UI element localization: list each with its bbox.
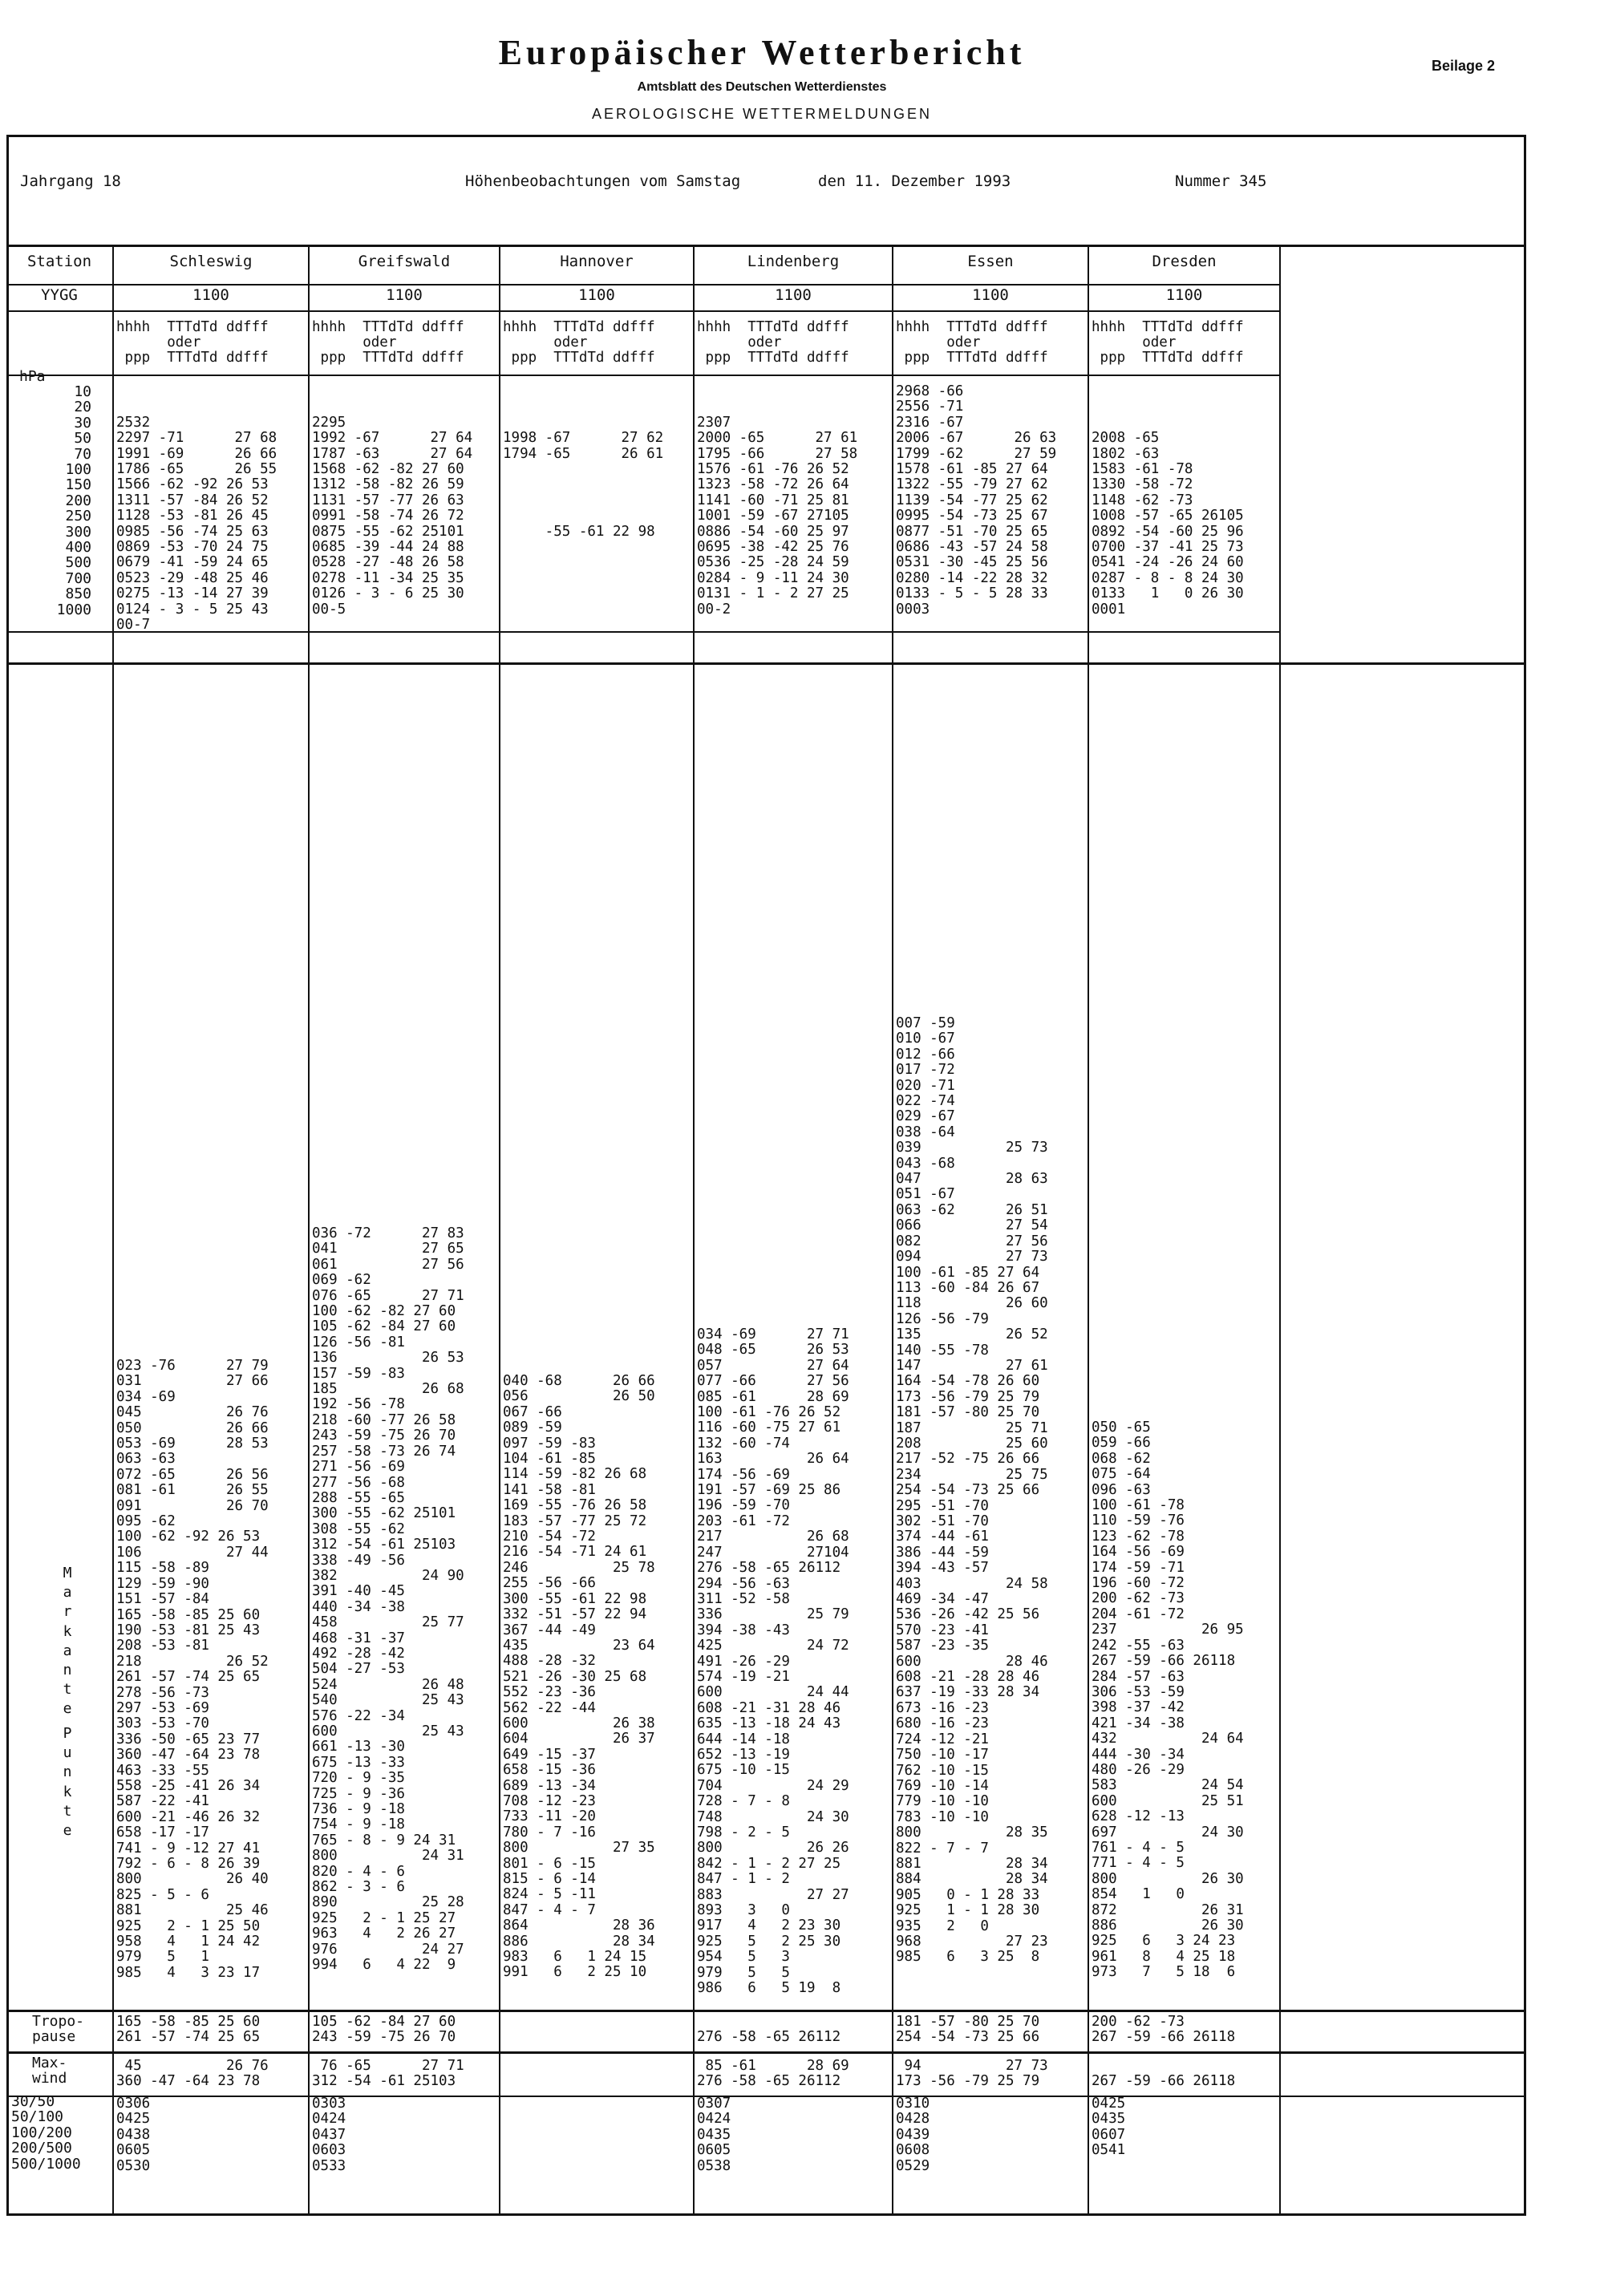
- wind-shear-data: 0306 0425 0438 0605 0530: [116, 2096, 151, 2174]
- standard-levels: 2008 -65 1802 -63 1583 -61 -78 1330 -58 -72 1148 -62 -73 1008 -57 -65 26105 0892 -54 -60 25 96 0700 -37 -41 25 73 0541 -24 -26 24 60 0287 - 8 - 8 24 30 0133 1 0 26 30 0001: [1092, 430, 1244, 618]
- column-header-2: oder: [116, 334, 201, 350]
- divider-6: [1279, 245, 1281, 2216]
- column-header-2: oder: [503, 334, 588, 350]
- jahrgang: Jahrgang 18: [20, 172, 121, 190]
- standard-levels: 1998 -67 27 62 1794 -65 26 61 -55 -61 22 98: [503, 430, 664, 540]
- column-header-1: hhhh TTTdTd ddfff: [503, 319, 655, 335]
- hpa-label: hPa: [19, 368, 46, 385]
- column-header-1: hhhh TTTdTd ddfff: [697, 319, 849, 335]
- column-header-1: hhhh TTTdTd ddfff: [896, 319, 1048, 335]
- standard-levels: 2295 1992 -67 27 64 1787 -63 27 64 1568 -62 -82 27 60 1312 -58 -82 26 59 1131 -57 -77 26 63 0991 -58 -74 26 72 0875 -55 -62 25101 0685 -39 -44 24 88 0528 -27 -48 26 58 0278 -11 -34 25 35 0126 - 3 - 6 25 30 00-5: [312, 414, 473, 618]
- wind-shear-data: 0425 0435 0607 0541: [1092, 2096, 1126, 2159]
- maxwind-data: 76 -65 27 71 312 -54 -61 25103: [312, 2058, 464, 2090]
- significant-levels: 040 -68 26 66 056 26 50 067 -66 089 -59 097 -59 -83 104 -61 -85 114 -59 -82 26 68 141 -58 -81 169 -55 -76 26 58 183 -57 -77 25 72 210 -54 -72 216 -54 -71 24 61 246 25 78 255 -56 -66 300 -55 -61 22 98 332 -51 -57 22 94 367 -44 -49 435 23 64 488 -28 -32 521 -26 -30 25 68 552 -23 -36 562 -22 -44 600 26 38 604 26 37 649 -15 -37 658 -15 -36 689 -13 -34 708 -12 -23 733 -11 -20 780 - 7 -16 800 27 35 801 - 6 -15 815 - 6 -14 824 - 5 -11 847 - 4 - 7 864 28 36 886 28 34 983 6 1 24 15 991 6 2 25 10: [503, 1373, 655, 1981]
- rule-sig-end: [6, 2010, 1526, 2012]
- wind-shear-data: 0307 0424 0435 0605 0538: [697, 2096, 731, 2174]
- divider-3: [693, 245, 695, 2216]
- divider-1: [308, 245, 310, 2216]
- tropopause-data: 165 -58 -85 25 60 261 -57 -74 25 65: [116, 2014, 261, 2046]
- observation-date: den 11. Dezember 1993: [818, 172, 1011, 190]
- beilage-label: Beilage 2: [1432, 58, 1496, 74]
- divider-5: [1088, 245, 1089, 2216]
- column-header-1: hhhh TTTdTd ddfff: [1092, 319, 1244, 335]
- column-header-2: oder: [312, 334, 397, 350]
- tropopause-data: 276 -58 -65 26112: [697, 2029, 841, 2046]
- column-header-3: ppp TTTdTd ddfff: [503, 350, 655, 366]
- station-name: Lindenberg: [747, 253, 840, 270]
- subtitle: Amtsblatt des Deutschen Wetterdienstes: [637, 80, 887, 94]
- column-header-1: hhhh TTTdTd ddfff: [312, 319, 464, 335]
- significant-levels: 007 -59 010 -67 012 -66 017 -72 020 -71 022 -74 029 -67 038 -64 039 25 73 043 -68 047 28 63 051 -67 063 -62 26 51 066 27 54 082 27 56 094 27 73 100 -61 -85 27 64 113 -60 -84 26 67 118 26 60 126 -56 -79 135 26 52 140 -55 -78 147 27 61 164 -54 -78 26 60 173 -56 -79 25 79 181 -57 -80 25 70 187 25 71 208 25 60 217 -52 -75 26 66 234 25 75 254 -54 -73 25 66 295 -51 -70 302 -51 -70 374 -44 -61 386 -44 -59 394 -43 -57 403 24 58 469 -34 -47 536 -26 -42 25 56 570 -23 -41 587 -23 -35 600 28 46 608 -21 -28 28 46 637 -19 -33 28 34 673 -16 -23 680 -16 -23 724 -12 -21 750 -10 -17 762 -10 -15 769 -10 -14 779 -10 -10 783 -10 -10 800 28 35 822 - 7 - 7 881 28 34 884 28 34 905 0 - 1 28 33 925 1 - 1 28 30 935 2 0 968 27 23 985 6 3 25 8: [896, 1015, 1048, 1966]
- section-title: AEROLOGISCHE WETTERMELDUNGEN: [591, 106, 933, 122]
- maxwind-data: 45 26 76 360 -47 -64 23 78: [116, 2058, 269, 2090]
- divider-4: [892, 245, 893, 2216]
- significant-levels: 036 -72 27 83 041 27 65 061 27 56 069 -62 076 -65 27 71 100 -62 -82 27 60 105 -62 -84 27 60 126 -56 -81 136 26 53 157 -59 -83 185 26 68 192 -56 -78 218 -60 -77 26 58 243 -59 -75 26 70 257 -58 -73 26 74 271 -56 -69 277 -56 -68 288 -55 -65 300 -55 -62 25101 308 -55 -62 312 -54 -61 25103 338 -49 -56 382 24 90 391 -40 -45 440 -34 -38 458 25 77 468 -31 -37 492 -28 -42 504 -27 -53 524 26 48 540 25 43 576 -22 -34 600 25 43 661 -13 -30 675 -13 -33 720 - 9 -35 725 - 9 -36 736 - 9 -18 754 - 9 -18 765 - 8 - 9 24 31 800 24 31 820 - 4 - 6 862 - 3 - 6 890 25 28 925 2 - 1 25 27 963 4 2 26 27 976 24 27 994 6 4 22 9: [312, 1225, 464, 1974]
- column-header-2: oder: [1092, 334, 1177, 350]
- column-header-3: ppp TTTdTd ddfff: [116, 350, 269, 366]
- rule-maxwind-end: [6, 2096, 1526, 2097]
- shear-label: 30/50 50/100 100/200 200/500 500/1000: [11, 2093, 81, 2172]
- station-name: Greifswald: [358, 253, 451, 270]
- rule-standard-end: [6, 662, 1526, 665]
- divider-label: [112, 245, 114, 2216]
- column-header-2: oder: [697, 334, 782, 350]
- station-yygg: 1100: [972, 286, 1009, 304]
- page-title: Europäischer Wetterbericht: [498, 33, 1026, 72]
- rule-header: [6, 245, 1526, 247]
- column-header-3: ppp TTTdTd ddfff: [697, 350, 849, 366]
- standard-levels: 2307 2000 -65 27 61 1795 -66 27 58 1576 -61 -76 26 52 1323 -58 -72 26 64 1141 -60 -71 25 81 1001 -59 -67 27105 0886 -54 -60 25 97 0695 -38 -42 25 76 0536 -25 -28 24 59 0284 - 9 -11 24 30 0131 - 1 - 2 27 25 00-2: [697, 414, 858, 618]
- column-header-2: oder: [896, 334, 981, 350]
- tropopause-data: 105 -62 -84 27 60 243 -59 -75 26 70: [312, 2014, 456, 2046]
- standard-levels: 2968 -66 2556 -71 2316 -67 2006 -67 26 63 1799 -62 27 59 1578 -61 -85 27 64 1322 -55 -79 27 62 1139 -54 -77 25 62 0995 -54 -73 25 67 0877 -51 -70 25 65 0686 -43 -57 24 58 0531 -30 -45 25 56 0280 -14 -22 28 32 0133 - 5 - 5 28 33 0003: [896, 383, 1057, 618]
- pressure-levels: 10 20 30 50 70 100 150 200 250 300 400 500 700 850 1000: [56, 383, 91, 618]
- wind-shear-data: 0310 0428 0439 0608 0529: [896, 2096, 930, 2174]
- tropopause-data: 200 -62 -73 267 -59 -66 26118: [1092, 2014, 1236, 2046]
- station-label: Station: [26, 253, 92, 270]
- station-yygg: 1100: [386, 286, 423, 304]
- yygg-label: YYGG: [41, 286, 78, 304]
- column-header-1: hhhh TTTdTd ddfff: [116, 319, 269, 335]
- column-header-3: ppp TTTdTd ddfff: [1092, 350, 1244, 366]
- observation-title: Höhenbeobachtungen vom Samstag: [465, 172, 741, 190]
- station-name: Dresden: [1152, 253, 1217, 270]
- station-yygg: 1100: [775, 286, 812, 304]
- station-yygg: 1100: [578, 286, 615, 304]
- markante-label: M a r k a n t e: [63, 1565, 72, 1718]
- standard-levels: 2532 2297 -71 27 68 1991 -69 26 66 1786 -65 26 55 1566 -62 -92 26 53 1311 -57 -84 26 52 1128 -53 -81 26 45 0985 -56 -74 25 63 0869 -53 -70 24 75 0679 -41 -59 24 65 0523 -29 -48 25 46 0275 -13 -14 27 39 0124 - 3 - 5 25 43 00-7: [116, 414, 277, 634]
- maxwind-data: 85 -61 28 69 276 -58 -65 26112: [697, 2058, 849, 2090]
- maxwind-data: 267 -59 -66 26118: [1092, 2073, 1236, 2090]
- punkte-label: P u n k t e: [63, 1725, 72, 1840]
- station-name: Schleswig: [169, 253, 253, 270]
- significant-levels: 034 -69 27 71 048 -65 26 53 057 27 64 077 -66 27 56 085 -61 28 69 100 -61 -76 26 52 116 -60 -75 27 61 132 -60 -74 163 26 64 174 -56 -69 191 -57 -69 25 86 196 -59 -70 203 -61 -72 217 26 68 247 27104 276 -58 -65 26112 294 -56 -63 311 -52 -58 336 25 79 394 -38 -43 425 24 72 491 -26 -29 574 -19 -21 600 24 44 608 -21 -31 28 46 635 -13 -18 24 43 644 -14 -18 652 -13 -19 675 -10 -15 704 24 29 728 - 7 - 8 748 24 30 798 - 2 - 5 800 26 26 842 - 1 - 2 27 25 847 - 1 - 2 883 27 27 893 3 0 917 4 2 23 30 925 5 2 25 30 954 5 3 979 5 5 986 6 5 19 8: [697, 1326, 849, 1997]
- rule-trop-end: [6, 2051, 1526, 2054]
- station-name: Hannover: [560, 253, 634, 270]
- column-header-3: ppp TTTdTd ddfff: [312, 350, 464, 366]
- tropopause-label: Tropo- pause: [32, 2013, 85, 2046]
- station-yygg: 1100: [1165, 286, 1203, 304]
- significant-levels: 050 -65 059 -66 068 -62 075 -64 096 -63 100 -61 -78 110 -59 -76 123 -62 -78 164 -56 -69 174 -59 -71 196 -60 -72 200 -62 -73 204 -61 -72 237 26 95 242 -55 -63 267 -59 -66 26118 284 -57 -63 306 -53 -59 398 -37 -42 421 -34 -38 432 24 64 444 -30 -34 480 -26 -29 583 24 54 600 25 51 628 -12 -13 697 24 30 761 - 4 - 5 771 - 4 - 5 800 26 30 854 1 0 872 26 31 886 26 30 925 6 3 24 23 961 8 4 25 18 973 7 5 18 6: [1092, 1419, 1244, 1981]
- station-yygg: 1100: [192, 286, 229, 304]
- tropopause-data: 181 -57 -80 25 70 254 -54 -73 25 66: [896, 2014, 1040, 2046]
- issue-number: Nummer 345: [1175, 172, 1267, 190]
- maxwind-label: Max- wind: [32, 2055, 67, 2087]
- station-name: Essen: [967, 253, 1014, 270]
- column-header-3: ppp TTTdTd ddfff: [896, 350, 1048, 366]
- maxwind-data: 94 27 73 173 -56 -79 25 79: [896, 2058, 1048, 2090]
- divider-2: [499, 245, 500, 2216]
- wind-shear-data: 0303 0424 0437 0603 0533: [312, 2096, 346, 2174]
- significant-levels: 023 -76 27 79 031 27 66 034 -69 045 26 76 050 26 66 053 -69 28 53 063 -63 072 -65 26 56 081 -61 26 55 091 26 70 095 -62 100 -62 -92 26 53 106 27 44 115 -58 -89 129 -59 -90 151 -57 -84 165 -58 -85 25 60 190 -53 -81 25 43 208 -53 -81 218 26 52 261 -57 -74 25 65 278 -56 -73 297 -53 -69 303 -53 -70 336 -50 -65 23 77 360 -47 -64 23 78 463 -33 -55 558 -25 -41 26 34 587 -22 -41 600 -21 -46 26 32 658 -17 -17 741 - 9 -12 27 41 792 - 6 - 8 26 39 800 26 40 825 - 5 - 6 881 25 46 925 2 - 1 25 50 958 4 1 24 42 979 5 1 985 4 3 23 17: [116, 1358, 269, 1981]
